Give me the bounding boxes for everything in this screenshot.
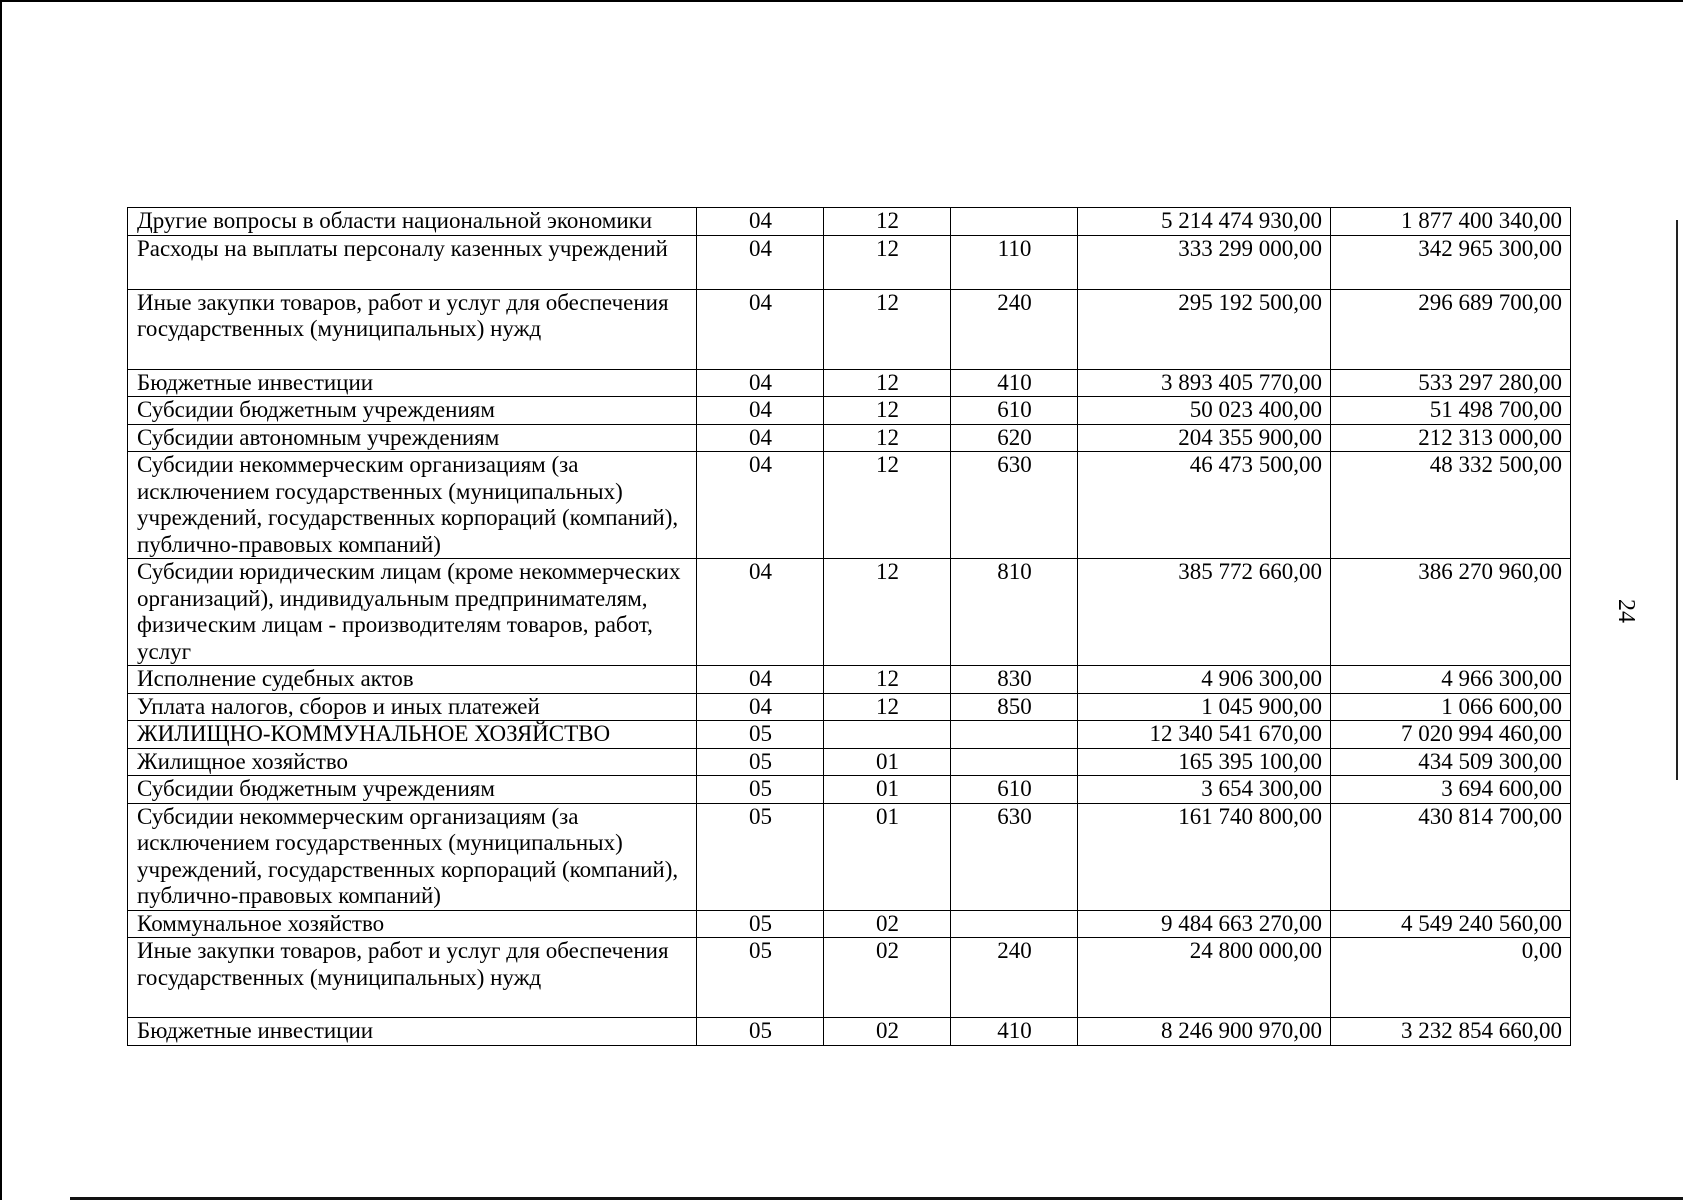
amount-2: 212 313 000,00 (1331, 424, 1571, 452)
amount-1: 385 772 660,00 (1078, 559, 1331, 666)
amount-1: 1 045 900,00 (1078, 693, 1331, 721)
budget-table-body (128, 208, 1571, 1046)
section-code: 05 (697, 910, 824, 938)
table-row (128, 559, 1571, 666)
row-name: Исполнение судебных актов (128, 666, 697, 694)
subsection-code: 12 (824, 397, 951, 425)
table-row (128, 1018, 1571, 1046)
expense-type-code (951, 910, 1078, 938)
amount-2: 51 498 700,00 (1331, 397, 1571, 425)
amount-1: 50 023 400,00 (1078, 397, 1331, 425)
table-row (128, 803, 1571, 910)
table-row (128, 424, 1571, 452)
table-row (128, 748, 1571, 776)
table-row (128, 776, 1571, 804)
section-code: 04 (697, 452, 824, 559)
section-code: 04 (697, 397, 824, 425)
row-name: Расходы на выплаты персоналу казенных учреждений (128, 235, 697, 289)
expense-type-code: 610 (951, 776, 1078, 804)
amount-2: 3 694 600,00 (1331, 776, 1571, 804)
subsection-code: 02 (824, 910, 951, 938)
subsection-code: 02 (824, 1018, 951, 1046)
expense-type-code: 110 (951, 235, 1078, 289)
expense-type-code: 620 (951, 424, 1078, 452)
section-code: 04 (697, 208, 824, 236)
section-code: 05 (697, 748, 824, 776)
amount-2: 1 877 400 340,00 (1331, 208, 1571, 236)
row-name: Иные закупки товаров, работ и услуг для обеспечения государственных (муниципальных) нужд (128, 938, 697, 1018)
expense-type-code (951, 208, 1078, 236)
table-row (128, 397, 1571, 425)
row-name: Уплата налогов, сборов и иных платежей (128, 693, 697, 721)
amount-2: 342 965 300,00 (1331, 235, 1571, 289)
amount-2: 48 332 500,00 (1331, 452, 1571, 559)
expense-type-code: 630 (951, 452, 1078, 559)
amount-2: 1 066 600,00 (1331, 693, 1571, 721)
subsection-code: 12 (824, 666, 951, 694)
subsection-code: 01 (824, 803, 951, 910)
amount-1: 295 192 500,00 (1078, 289, 1331, 369)
row-name: Другие вопросы в области национальной экономики (128, 208, 697, 236)
expense-type-code: 610 (951, 397, 1078, 425)
section-code: 05 (697, 803, 824, 910)
row-name: Бюджетные инвестиции (128, 369, 697, 397)
subsection-code: 01 (824, 776, 951, 804)
section-code: 05 (697, 776, 824, 804)
row-name: Субсидии бюджетным учреждениям (128, 397, 697, 425)
subsection-code (824, 721, 951, 749)
row-name: Коммунальное хозяйство (128, 910, 697, 938)
expense-type-code: 810 (951, 559, 1078, 666)
row-name: Иные закупки товаров, работ и услуг для обеспечения государственных (муниципальных) нужд (128, 289, 697, 369)
row-name: ЖИЛИЩНО-КОММУНАЛЬНОЕ ХОЗЯЙСТВО (128, 721, 697, 749)
amount-1: 8 246 900 970,00 (1078, 1018, 1331, 1046)
section-code: 04 (697, 424, 824, 452)
section-code: 05 (697, 938, 824, 1018)
section-code: 04 (697, 369, 824, 397)
table-row (128, 938, 1571, 1018)
amount-2: 3 232 854 660,00 (1331, 1018, 1571, 1046)
amount-2: 434 509 300,00 (1331, 748, 1571, 776)
section-code: 04 (697, 559, 824, 666)
amount-1: 161 740 800,00 (1078, 803, 1331, 910)
amount-2: 0,00 (1331, 938, 1571, 1018)
amount-1: 5 214 474 930,00 (1078, 208, 1331, 236)
subsection-code: 12 (824, 693, 951, 721)
section-code: 04 (697, 289, 824, 369)
table-row (128, 289, 1571, 369)
table-row (128, 693, 1571, 721)
amount-1: 9 484 663 270,00 (1078, 910, 1331, 938)
scan-border-left (0, 0, 2, 1200)
amount-2: 4 966 300,00 (1331, 666, 1571, 694)
row-name: Бюджетные инвестиции (128, 1018, 697, 1046)
section-code: 05 (697, 1018, 824, 1046)
table-row (128, 369, 1571, 397)
expense-type-code: 410 (951, 369, 1078, 397)
amount-1: 4 906 300,00 (1078, 666, 1331, 694)
amount-1: 3 654 300,00 (1078, 776, 1331, 804)
row-name: Субсидии некоммерческим организациям (за исключением государственных (муниципальных) учреждений, государственных корпораций (компаний), публично-правовых компаний) (128, 452, 697, 559)
budget-table (127, 207, 1571, 1046)
section-code: 05 (697, 721, 824, 749)
subsection-code: 12 (824, 424, 951, 452)
expense-type-code: 830 (951, 666, 1078, 694)
section-code: 04 (697, 666, 824, 694)
amount-1: 204 355 900,00 (1078, 424, 1331, 452)
expense-type-code: 850 (951, 693, 1078, 721)
amount-1: 3 893 405 770,00 (1078, 369, 1331, 397)
amount-1: 12 340 541 670,00 (1078, 721, 1331, 749)
amount-2: 296 689 700,00 (1331, 289, 1571, 369)
amount-1: 165 395 100,00 (1078, 748, 1331, 776)
row-name: Субсидии юридическим лицам (кроме некоммерческих организаций), индивидуальным предпринимателям, физическим лицам - производителям товаров, работ, услуг (128, 559, 697, 666)
amount-2: 430 814 700,00 (1331, 803, 1571, 910)
expense-type-code: 240 (951, 289, 1078, 369)
expense-type-code: 240 (951, 938, 1078, 1018)
expense-type-code (951, 748, 1078, 776)
table-row (128, 208, 1571, 236)
amount-2: 4 549 240 560,00 (1331, 910, 1571, 938)
table-row (128, 666, 1571, 694)
subsection-code: 12 (824, 559, 951, 666)
table-row (128, 452, 1571, 559)
amount-2: 7 020 994 460,00 (1331, 721, 1571, 749)
table-row (128, 235, 1571, 289)
subsection-code: 12 (824, 235, 951, 289)
row-name: Субсидии автономным учреждениям (128, 424, 697, 452)
subsection-code: 12 (824, 369, 951, 397)
table-row (128, 910, 1571, 938)
expense-type-code (951, 721, 1078, 749)
row-name: Субсидии некоммерческим организациям (за исключением государственных (муниципальных) учреждений, государственных корпораций (компаний), публично-правовых компаний) (128, 803, 697, 910)
expense-type-code: 630 (951, 803, 1078, 910)
amount-2: 386 270 960,00 (1331, 559, 1571, 666)
subsection-code: 01 (824, 748, 951, 776)
amount-1: 46 473 500,00 (1078, 452, 1331, 559)
subsection-code: 02 (824, 938, 951, 1018)
amount-1: 333 299 000,00 (1078, 235, 1331, 289)
scan-border-right (1676, 220, 1678, 780)
page-number: 24 (1613, 599, 1639, 623)
row-name: Жилищное хозяйство (128, 748, 697, 776)
section-code: 04 (697, 235, 824, 289)
expense-type-code: 410 (951, 1018, 1078, 1046)
subsection-code: 12 (824, 289, 951, 369)
amount-2: 533 297 280,00 (1331, 369, 1571, 397)
scan-border-top (0, 0, 1683, 2)
section-code: 04 (697, 693, 824, 721)
subsection-code: 12 (824, 452, 951, 559)
amount-1: 24 800 000,00 (1078, 938, 1331, 1018)
row-name: Субсидии бюджетным учреждениям (128, 776, 697, 804)
table-row (128, 721, 1571, 749)
subsection-code: 12 (824, 208, 951, 236)
